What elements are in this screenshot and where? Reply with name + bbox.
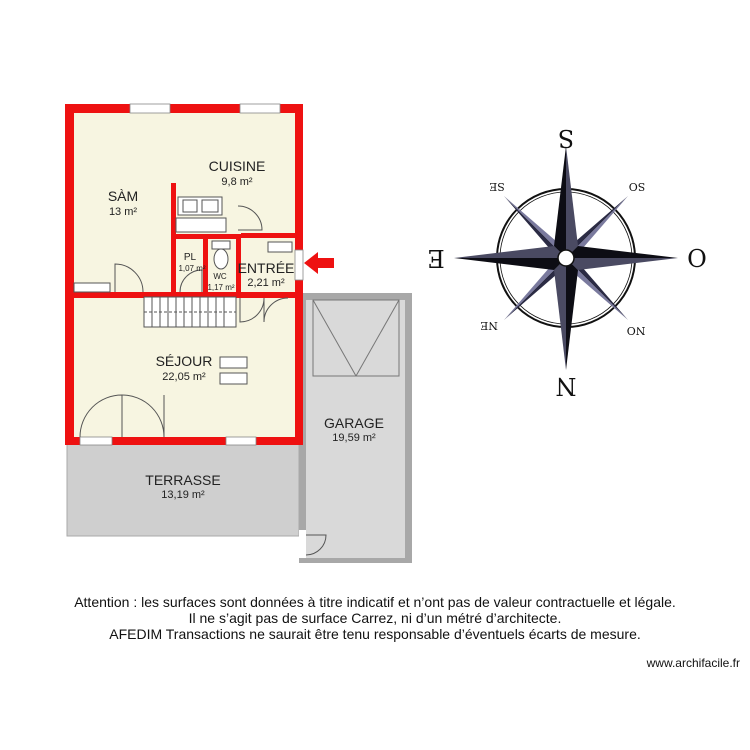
room-area-wc: 1,17 m² — [207, 283, 235, 292]
room-area-pl: 1,07 m² — [178, 264, 206, 273]
room-name-sejour: SÉJOUR — [155, 353, 213, 369]
room-area-garage: 19,59 m² — [332, 432, 376, 444]
terrasse-area — [67, 440, 299, 536]
room-name-terrasse: TERRASSE — [145, 472, 221, 488]
kitchen-counter — [176, 197, 226, 232]
room-area-terrasse: 13,19 m² — [161, 489, 205, 501]
compass-label-so: SO — [628, 180, 646, 193]
room-name-garage: GARAGE — [324, 415, 384, 431]
compass-label-no: NO — [626, 324, 646, 337]
stairs — [144, 297, 236, 327]
disclaimer-line-2: Il ne s’agit pas de surface Carrez, ni d’un métré d’architecte. — [188, 610, 562, 626]
room-name-cuisine: CUISINE — [208, 158, 266, 174]
disclaimer-line-3: AFEDIM Transactions ne saurait être tenu responsable d’éventuels écarts de mesure. — [109, 626, 641, 642]
entry-arrow-icon — [304, 252, 334, 274]
credit-link[interactable]: www.archifacile.fr — [646, 656, 740, 670]
room-name-sam: SÀM — [107, 188, 139, 204]
compass-label-north: N — [555, 372, 577, 400]
room-area-cuisine: 9,8 m² — [221, 176, 253, 188]
compass-label-east: E — [427, 244, 445, 272]
room-name-entree: ENTRÉE — [237, 260, 295, 276]
room-area-sejour: 22,05 m² — [162, 371, 206, 383]
compass-label-se: SE — [489, 180, 505, 193]
room-area-entree: 2,21 m² — [247, 277, 285, 289]
disclaimer-line-1: Attention : les surfaces sont données à titre indicatif et n’ont pas de valeur contractuelle et légale. — [74, 594, 676, 610]
entree-shelf — [268, 242, 292, 252]
compass-label-south: S — [557, 124, 575, 152]
room-area-sam: 13 m² — [108, 206, 138, 218]
compass-label-west: O — [687, 245, 707, 273]
compass-label-ne: NE — [480, 319, 498, 332]
sam-cabinet — [74, 283, 110, 292]
room-name-pl: PL — [183, 252, 197, 263]
room-name-wc: WC — [213, 272, 227, 281]
